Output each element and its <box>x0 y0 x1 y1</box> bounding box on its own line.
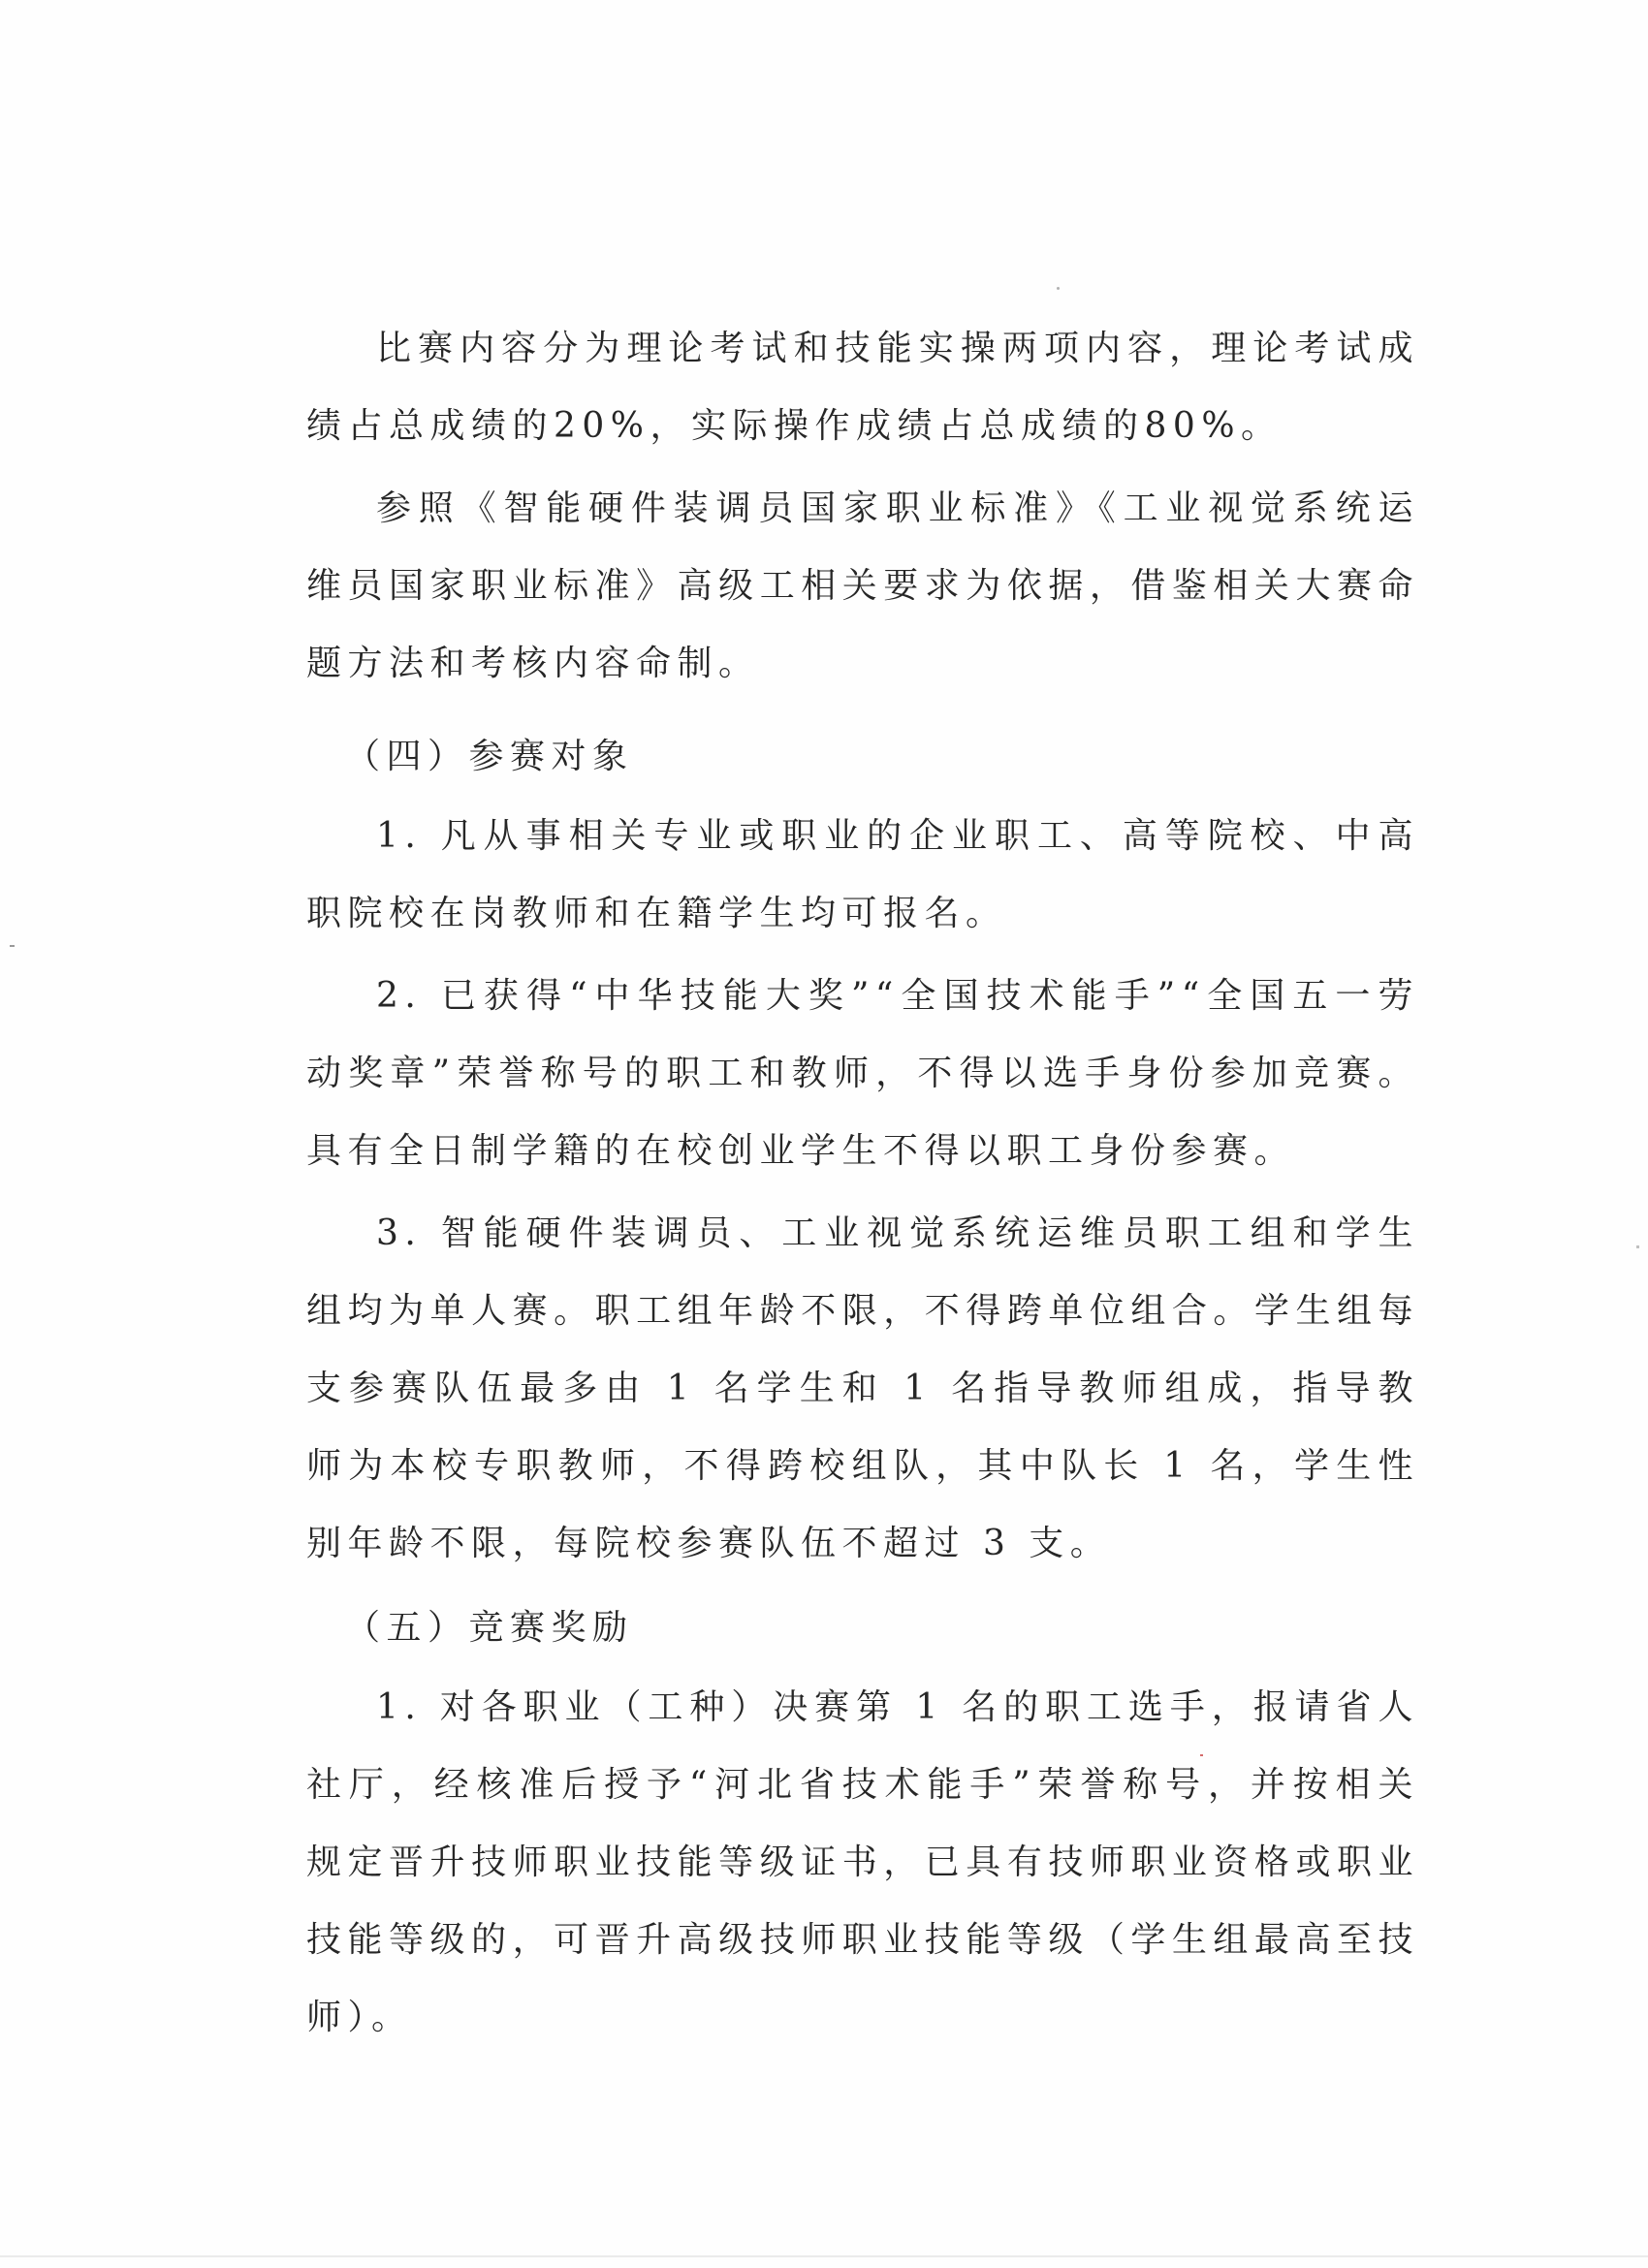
paragraph-participants-2: 2. 已获得“中华技能大奖”“全国技术能手”“全国五一劳动奖章”荣誉称号的职工和教师，不得以选手身份参加竞赛。具有全日制学籍的在校创业学生不得以职工身份参赛。 <box>306 976 1419 1171</box>
scan-speck-right <box>1636 1245 1639 1248</box>
paragraph-competition-content: 比赛内容分为理论考试和技能实操两项内容，理论考试成绩占总成绩的20%，实际操作成绩占总成绩的80%。 <box>306 329 1419 446</box>
section-heading-participants: （四）参赛对象 <box>345 737 634 776</box>
paragraph-participants-1: 1. 凡从事相关专业或职业的企业职工、高等院校、中高职院校在岗教师和在籍学生均可报名。 <box>306 816 1419 933</box>
section-heading-awards: （五）竞赛奖励 <box>345 1608 634 1648</box>
paragraph-awards-1: 1. 对各职业（工种）决赛第 1 名的职工选手，报请省人社厅，经核准后授予“河北省技术能手”荣誉称号，并按相关规定晋升技师职业技能等级证书，已具有技师职业资格或职业技能等级的，可晋升高级技师职业技能等级（学生组最高至技师）。 <box>306 1687 1419 2037</box>
paragraph-reference-standards: 参照《智能硬件装调员国家职业标准》《工业视觉系统运维员国家职业标准》高级工相关要求为依据，借鉴相关大赛命题方法和考核内容命制。 <box>306 488 1419 683</box>
scan-speck-red <box>1200 1754 1203 1756</box>
scan-speck-top <box>1057 287 1060 290</box>
scan-speck-left <box>10 945 15 947</box>
paragraph-participants-3: 3. 智能硬件装调员、工业视觉系统运维员职工组和学生组均为单人赛。职工组年龄不限，不得跨单位组合。学生组每支参赛队伍最多由 1 名学生和 1 名指导教师组成，指导教师为本校专职教师，不得跨校组队，其中队长 1 名，学生性别年龄不限，每院校参赛队伍不超过 3 支。 <box>306 1213 1419 1563</box>
scan-bottom-edge <box>0 2255 1648 2257</box>
